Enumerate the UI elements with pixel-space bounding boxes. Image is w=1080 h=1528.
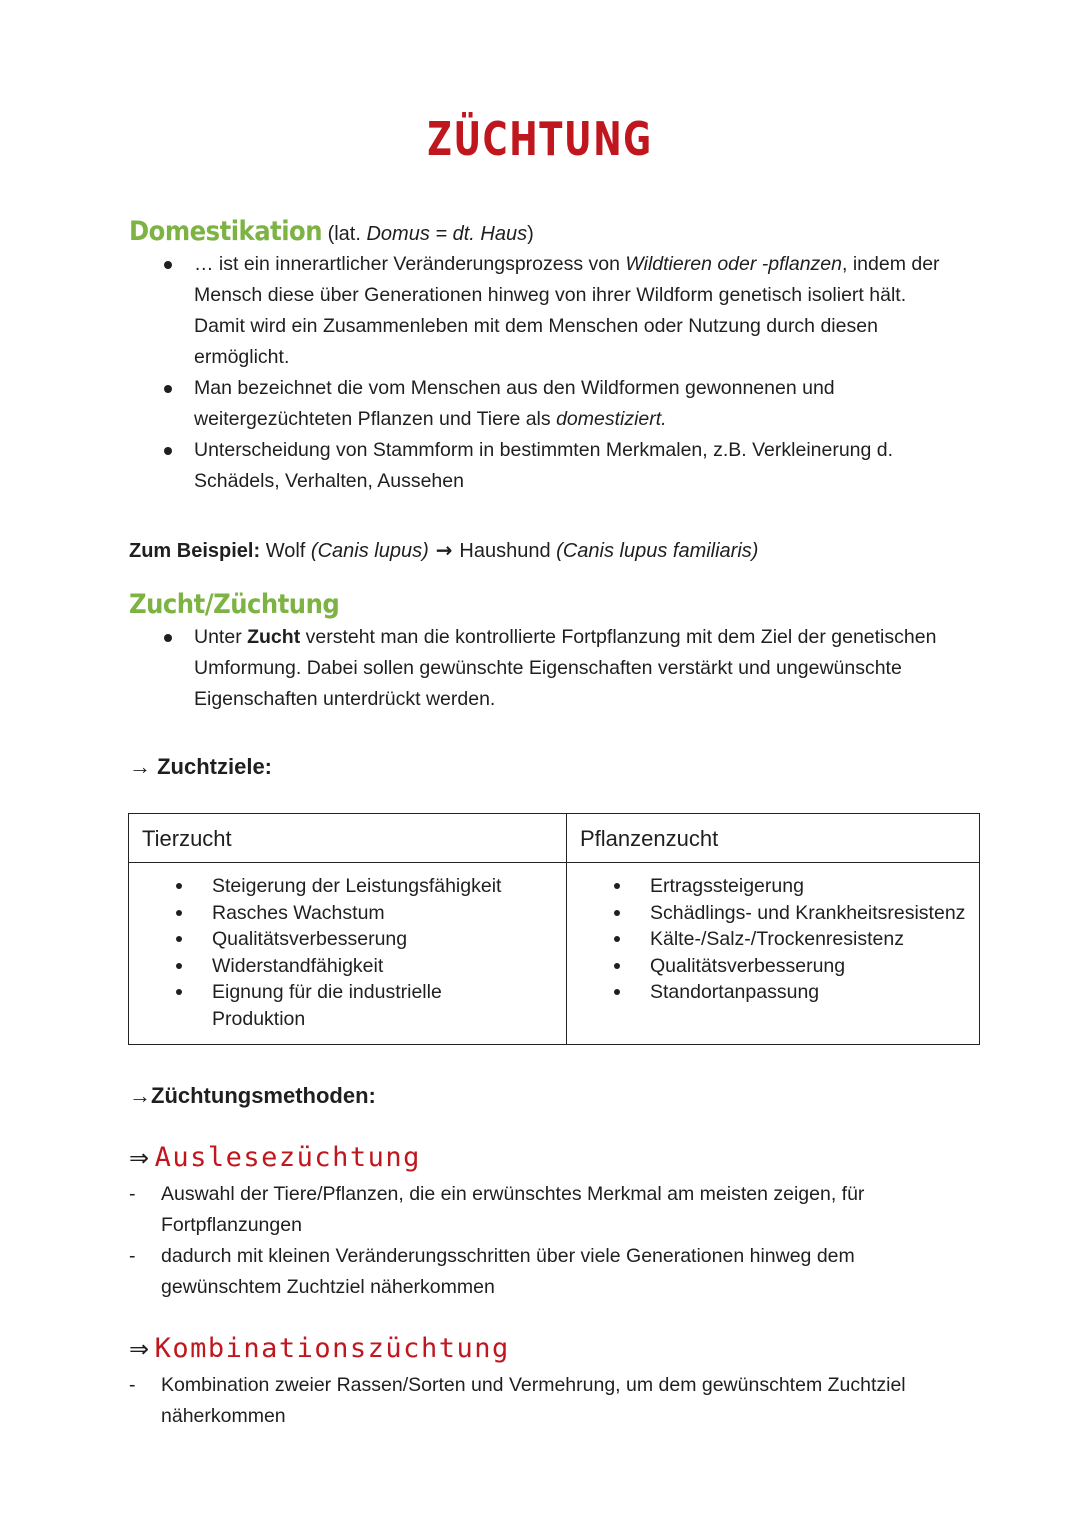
list-item: Widerstandfähigkeit	[139, 953, 556, 980]
example-wolf-latin: (Canis lupus)	[310, 540, 429, 562]
selection-breeding-title: Auslesezüchtung	[154, 1142, 421, 1173]
example-dog-latin: (Canis lupus familiaris)	[556, 540, 759, 562]
combination-breeding-heading	[129, 1333, 510, 1364]
list-item: Ertragssteigerung	[577, 873, 969, 900]
combination-breeding-title: Kombinationszüchtung	[154, 1333, 510, 1364]
domestication-subtitle-prefix: (lat.	[327, 223, 367, 245]
list-item: Standortanpassung	[577, 979, 969, 1006]
bullet-text-italic: Wildtieren oder -pflanzen	[625, 253, 842, 275]
plant-goals-list	[577, 873, 969, 1006]
list-item: Qualitätsverbesserung	[139, 926, 556, 953]
plant-header: Pflanzenzucht	[567, 814, 980, 863]
bullet-text: Unterscheidung von Stammform in bestimmten Merkmalen, z.B. Verkleinerung d. Schädels, Verhalten, Aussehen	[194, 439, 894, 492]
domestication-subtitle-suffix: )	[527, 223, 534, 245]
list-item: Eignung für die industrielle Produktion	[139, 979, 556, 1032]
domestication-list	[150, 249, 950, 497]
breeding-goals-table	[128, 813, 980, 1045]
bullet-text: versteht man die kontrollierte Fortpflanzung mit dem Ziel der genetischen Umformung. Dabei sollen gewünschte Eigenschaften verstärkt und ungewünschte Eigenschaften unterdrückt werden.	[194, 626, 937, 710]
table-header-row	[129, 814, 980, 863]
animal-header: Tierzucht	[129, 814, 567, 863]
example-label: Zum Beispiel:	[129, 540, 261, 562]
double-arrow-icon: ⇒	[129, 1144, 151, 1172]
table-row	[129, 863, 980, 1045]
methods-label: →Züchtungsmethoden:	[129, 1083, 376, 1108]
arrow-right-icon: →	[428, 538, 460, 562]
example-wolf: Wolf	[260, 540, 311, 562]
list-item: - Kombination zweier Rassen/Sorten und Vermehrung, um dem gewünschtem Zuchtziel näherkommen	[129, 1370, 929, 1432]
bullet-text-italic: domestiziert.	[556, 408, 667, 430]
bullet-text: Man bezeichnet die vom Menschen aus den Wildformen gewonnenen und weitergezüchteten Pflanzen und Tiere als	[194, 377, 835, 430]
breeding-heading-line	[129, 589, 339, 620]
list-item: Schädlings- und Krankheitsresistenz	[577, 900, 969, 927]
breeding-heading: Zucht/Züchtung	[129, 589, 340, 620]
breeding-list	[150, 622, 950, 715]
animal-goals-cell	[129, 863, 567, 1045]
plant-goals-cell	[567, 863, 980, 1045]
bullet-text: Unter	[194, 626, 248, 648]
list-item	[150, 622, 950, 715]
page-title: ZÜCHTUNG	[427, 112, 653, 166]
bullet-text-bold: Zucht	[247, 626, 301, 648]
double-arrow-icon: ⇒	[129, 1335, 151, 1363]
combination-breeding-list	[129, 1370, 929, 1432]
list-item	[150, 435, 950, 497]
bullet-text: , indem der Mensch diese über Generationen hinweg von ihrer Wildform genetisch isoliert hält. Damit wird ein Zusammenleben mit dem Menschen oder Nutzung durch diesen ermöglicht.	[194, 253, 940, 368]
list-item: Rasches Wachstum	[139, 900, 556, 927]
selection-breeding-list	[129, 1179, 909, 1303]
list-item: - dadurch mit kleinen Veränderungsschritten über viele Generationen hinweg dem gewünschtem Zuchtziel näherkommen	[129, 1241, 909, 1303]
domestication-heading-line	[129, 216, 534, 247]
example-line	[129, 538, 758, 563]
list-item: Qualitätsverbesserung	[577, 953, 969, 980]
animal-goals-list	[139, 873, 556, 1032]
selection-breeding-heading	[129, 1142, 421, 1173]
domestication-subtitle-italic: Domus = dt. Haus	[366, 223, 528, 245]
list-item: Kälte-/Salz-/Trockenresistenz	[577, 926, 969, 953]
goals-label: → Zuchtziele:	[129, 754, 273, 779]
list-item	[150, 373, 950, 435]
list-item: Steigerung der Leistungsfähigkeit	[139, 873, 556, 900]
bullet-text: … ist ein innerartlicher Veränderungsprozess von	[194, 253, 626, 275]
list-item: - Auswahl der Tiere/Pflanzen, die ein erwünschtes Merkmal am meisten zeigen, für Fortpflanzungen	[129, 1179, 909, 1241]
list-item	[150, 249, 950, 373]
example-dog: Haushund	[459, 540, 557, 562]
domestication-heading: Domestikation	[129, 216, 323, 247]
